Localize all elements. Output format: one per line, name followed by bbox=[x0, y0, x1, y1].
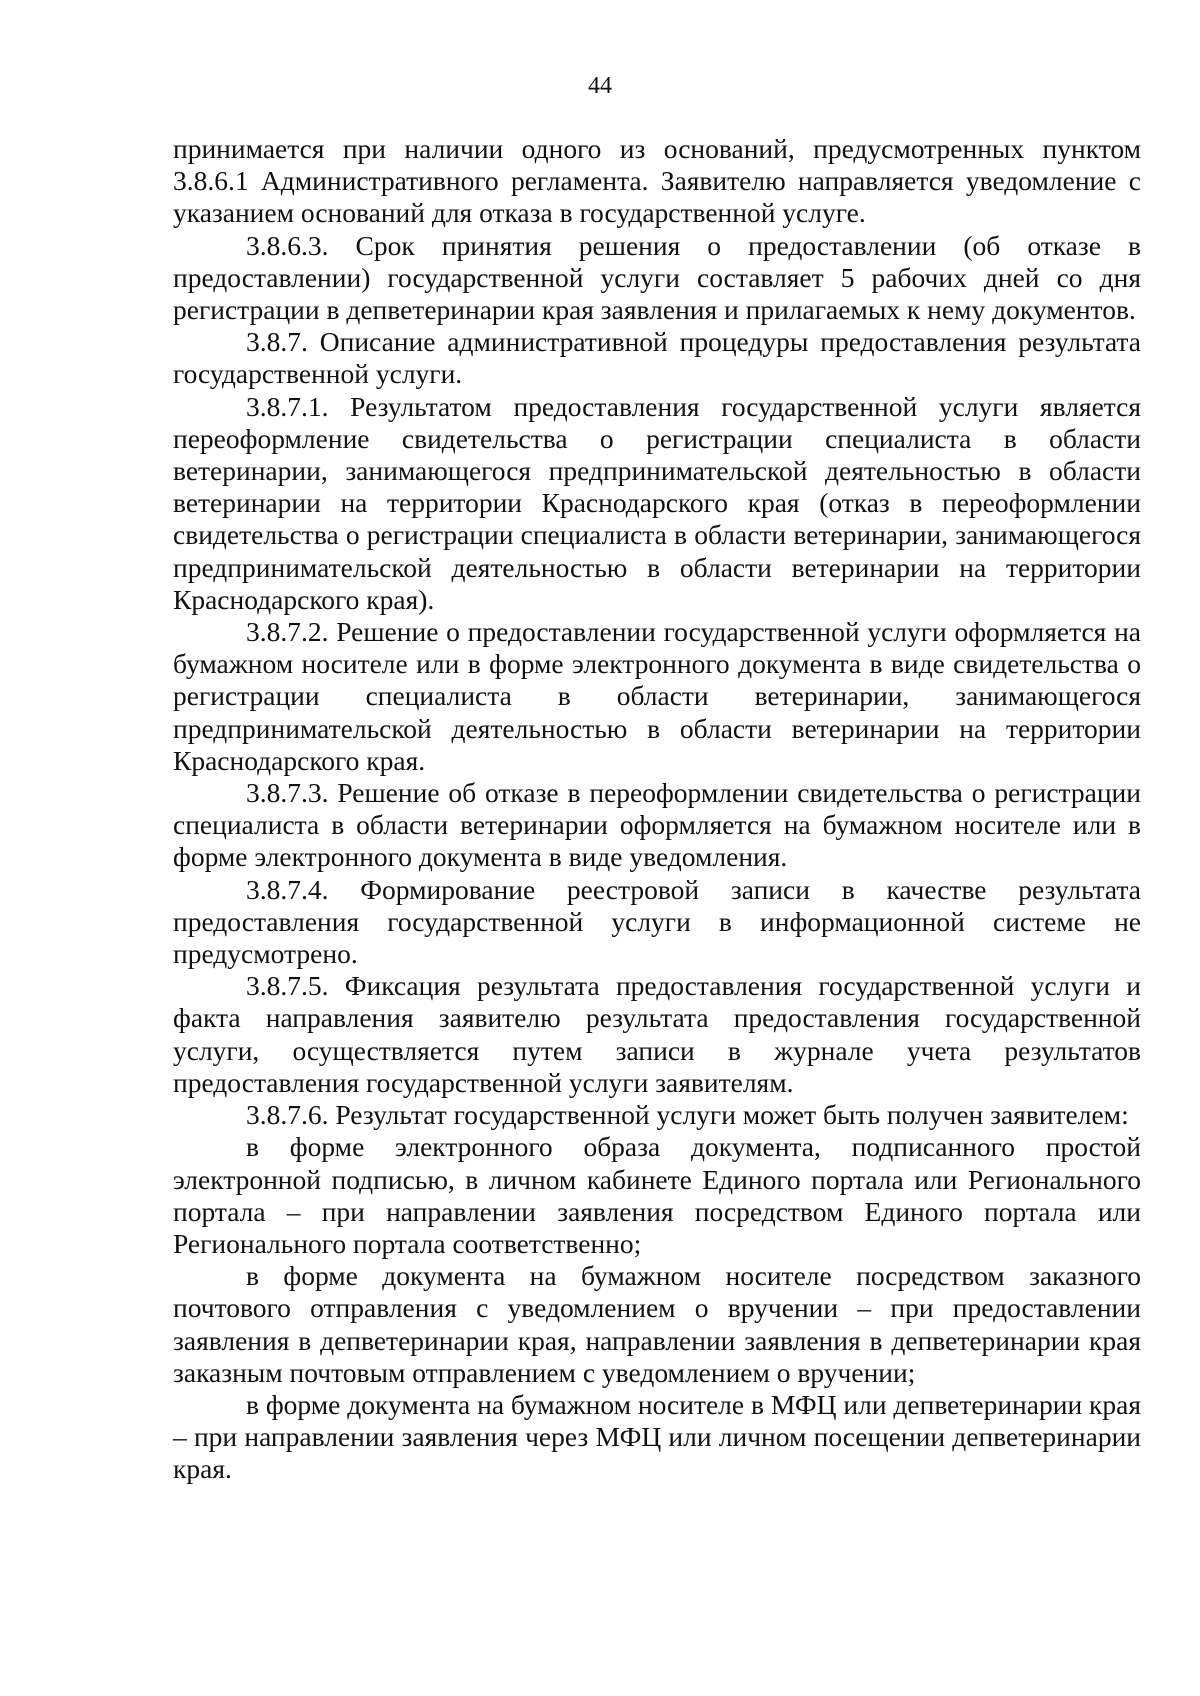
paragraph-3-8-7-4: 3.8.7.4. Формирование реестровой записи в качестве результата предоставления государственной услуги в информационной системе не предусмотрено. bbox=[173, 873, 1141, 970]
page-number: 44 bbox=[588, 73, 612, 99]
paragraph-3-8-7-6: 3.8.7.6. Результат государственной услуги может быть получен заявителем: bbox=[246, 1099, 1129, 1131]
document-body bbox=[173, 133, 1141, 1486]
list-item-postal: в форме документа на бумажном носителе посредством заказного почтового отправления с уведомлением о вручении – при предоставлении заявления в депветеринарии края, направлении заявления в депветеринарии края заказным почтовым отправлением с уведомлением о вручении; bbox=[173, 1260, 1141, 1388]
paragraph-3-8-7: 3.8.7. Описание административной процедуры предоставления результата государственной услуги. bbox=[173, 326, 1141, 390]
paragraph-3-8-7-2: 3.8.7.2. Решение о предоставлении государственной услуги оформляется на бумажном носителе или в форме электронного документа в виде свидетельства о регистрации специалиста в области ветеринарии, занимающегося предпринимательской деятельностью в области ветеринарии на территории Краснодарского края. bbox=[173, 616, 1141, 776]
paragraph-continuation: принимается при наличии одного из оснований, предусмотренных пунктом 3.8.6.1 Административного регламента. Заявителю направляется уведомление с указанием оснований для отказа в государственной услуге. bbox=[173, 133, 1141, 229]
list-item-electronic: в форме электронного образа документа, подписанного простой электронной подписью, в личном кабинете Единого портала или Регионального портала – при направлении заявления посредством Единого портала или Регионального портала соответственно; bbox=[173, 1131, 1141, 1259]
paragraph-3-8-6-3: 3.8.6.3. Срок принятия решения о предоставлении (об отказе в предоставлении) государственной услуги составляет 5 рабочих дней со дня регистрации в депветеринарии края заявления и прилагаемых к нему документов. bbox=[173, 229, 1141, 326]
paragraph-3-8-7-1: 3.8.7.1. Результатом предоставления государственной услуги является переоформление свидетельства о регистрации специалиста в области ветеринарии, занимающегося предпринимательской деятельностью в области ветеринарии на территории Краснодарского края (отказ в переоформлении свидетельства о регистрации специалиста в области ветеринарии, занимающегося предпринимательской деятельностью в области ветеринарии на территории Краснодарского края). bbox=[173, 390, 1141, 615]
paragraph-3-8-7-3: 3.8.7.3. Решение об отказе в переоформлении свидетельства о регистрации специалиста в области ветеринарии оформляется на бумажном носителе или в форме электронного документа в виде уведомления. bbox=[173, 777, 1141, 873]
paragraph-3-8-7-5: 3.8.7.5. Фиксация результата предоставления государственной услуги и факта направления заявителю результата предоставления государственной услуги, осуществляется путем записи в журнале учета результатов предоставления государственной услуги заявителям. bbox=[173, 970, 1141, 1098]
list-item-mfc: в форме документа на бумажном носителе в МФЦ или депветеринарии края – при направлении заявления через МФЦ или личном посещении депветеринарии края. bbox=[173, 1388, 1141, 1485]
